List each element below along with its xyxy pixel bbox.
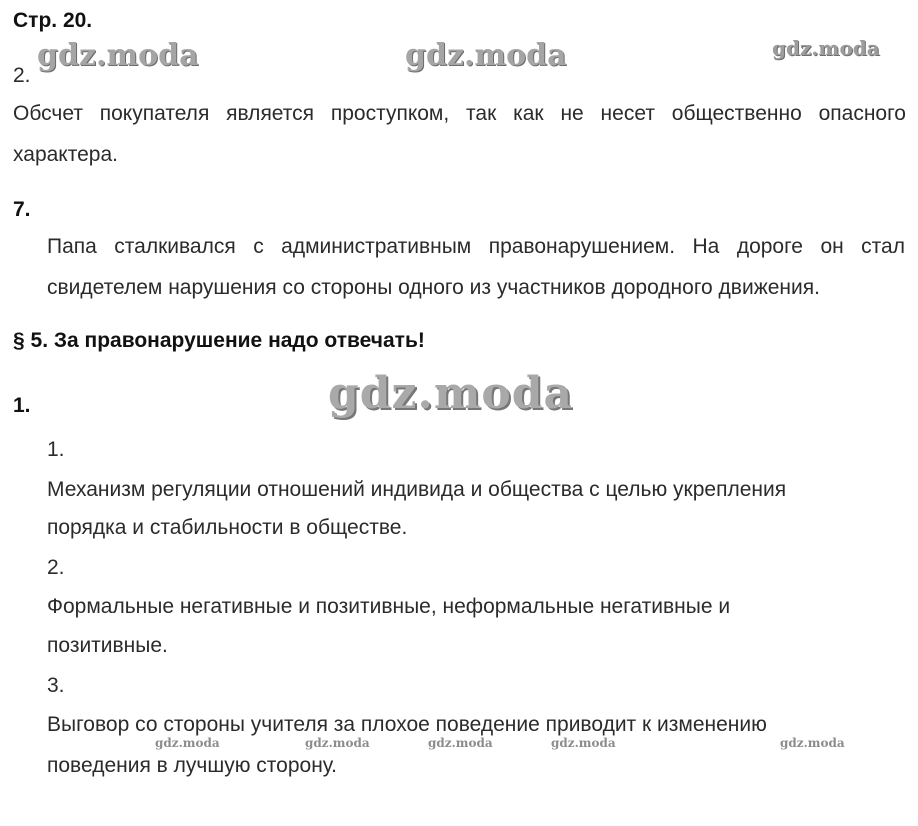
watermark: gdz.moda: [428, 736, 493, 750]
watermark: gdz.moda: [780, 736, 845, 750]
watermark: gdz.moda: [155, 736, 220, 750]
answer-line: Папа сталкивался с административным правонарушением. На дороге он стал: [47, 235, 905, 258]
answer-line: характера.: [13, 143, 118, 166]
task-answer: [13, 101, 906, 127]
answer-line: порядка и стабильности в обществе.: [47, 516, 408, 539]
answer-line: Механизм регуляции отношений индивида и общества с целью укрепления: [47, 478, 787, 501]
watermark: gdz.moda: [772, 36, 880, 60]
answer-line: позитивные.: [47, 634, 168, 657]
page-header: Стр. 20.: [13, 9, 93, 32]
watermark: gdz.moda: [551, 736, 616, 750]
subitem-number: 2.: [47, 556, 65, 579]
task-answer: [47, 234, 905, 260]
watermark: gdz.moda: [305, 736, 370, 750]
subitem-number: 3.: [47, 674, 65, 697]
answer-line: свидетелем нарушения со стороны одного из участников дородного движения.: [47, 276, 820, 299]
answer-line: Обсчет покупателя является проступком, так как не несет общественно опасного: [13, 102, 906, 125]
subitem-number: 1.: [47, 438, 65, 461]
watermark: gdz.moda: [37, 38, 199, 73]
section-heading: § 5. За правонарушение надо отвечать!: [13, 329, 425, 352]
answer-line: Формальные негативные и позитивные, неформальные негативные и: [47, 595, 731, 618]
task-number: 1.: [13, 394, 31, 417]
answer-line: Выговор со стороны учителя за плохое поведение приводит к изменению: [47, 713, 767, 736]
watermark: gdz.moda: [328, 368, 574, 419]
task-number: 7.: [13, 198, 31, 221]
task-number: 2.: [13, 64, 31, 87]
watermark: gdz.moda: [405, 38, 567, 73]
answer-line: поведения в лучшую сторону.: [47, 754, 338, 777]
